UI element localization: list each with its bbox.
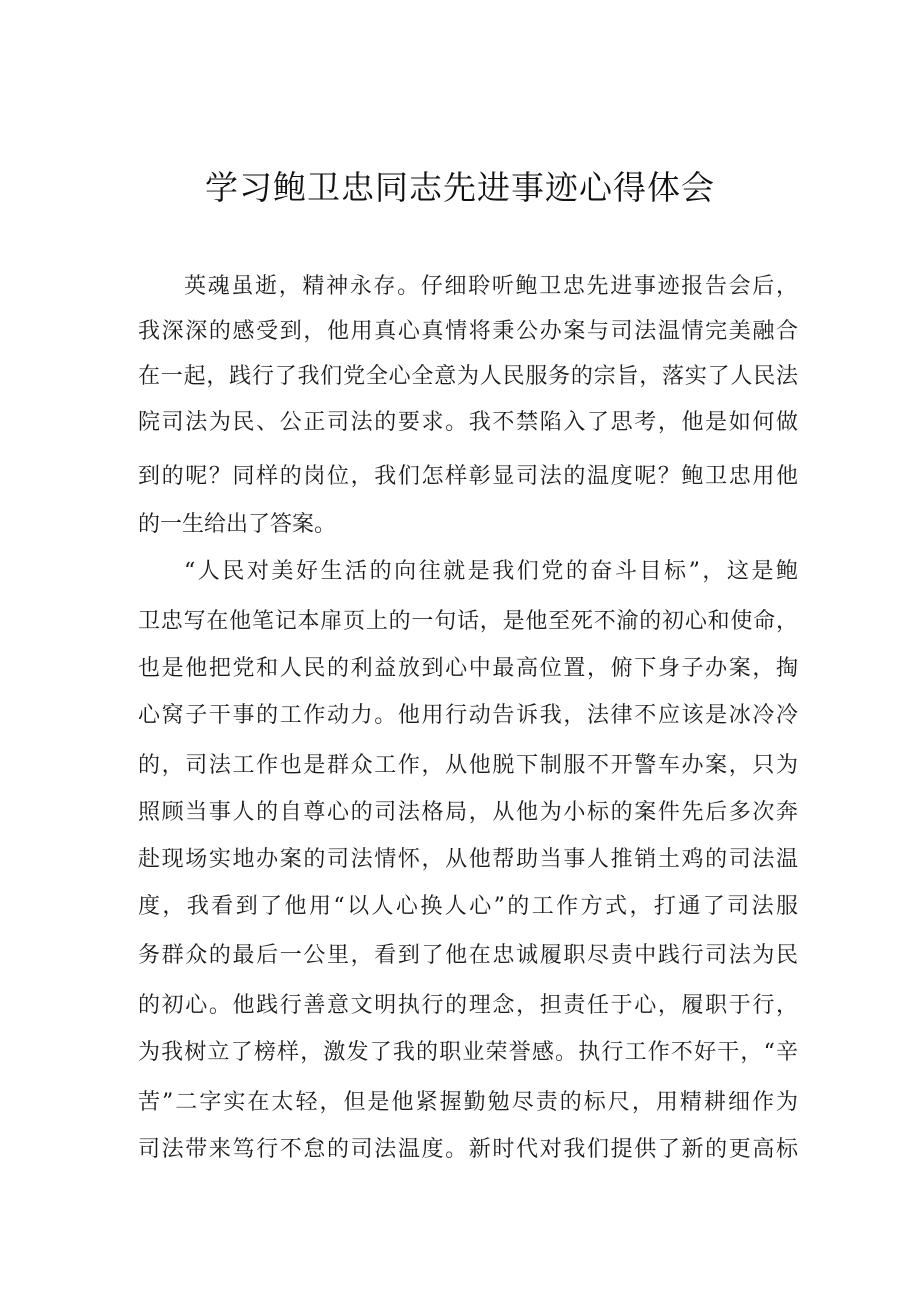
paragraph-2-line-13: 司法带来笃行不怠的司法温度。新时代对我们提供了新的更高标 <box>138 1137 798 1162</box>
paragraph-2-line-6: 照顾当事人的自尊心的司法格局，从他为小标的案件先后多次奔 <box>138 800 798 825</box>
paragraph-1-line-1: 英魂虽逝，精神永存。仔细聆听鲍卫忠先进事迹报告会后， <box>184 274 798 299</box>
paragraph-2-line-7: 赴现场实地办案的司法情怀，从他帮助当事人推销土鸡的司法温 <box>138 847 798 872</box>
paragraph-1-line-5: 到的呢？同样的岗位，我们怎样彰显司法的温度呢？鲍卫忠用他 <box>138 464 798 489</box>
paragraph-2-line-3: 也是他把党和人民的利益放到心中最高位置，俯下身子办案，掏 <box>138 656 798 681</box>
document-title: 学习鲍卫忠同志先进事迹心得体会 <box>205 168 715 207</box>
paragraph-2-line-5: 的，司法工作也是群众工作，从他脱下制服不开警车办案，只为 <box>138 753 798 778</box>
paragraph-2-line-10: 的初心。他践行善意文明执行的理念，担责任于心，履职于行， <box>138 993 798 1018</box>
paragraph-2-line-1: “人民对美好生活的向往就是我们党的奋斗目标”，这是鲍 <box>184 559 798 584</box>
paragraph-2-line-11: 为我树立了榜样，激发了我的职业荣誉感。执行工作不好干，“辛 <box>138 1040 798 1065</box>
paragraph-1-line-4: 院司法为民、公正司法的要求。我不禁陷入了思考，他是如何做 <box>138 410 798 435</box>
paragraph-2-line-4: 心窝子干事的工作动力。他用行动告诉我，法律不应该是冰冷冷 <box>138 703 798 728</box>
paragraph-1-line-6: 的一生给出了答案。 <box>138 512 337 537</box>
paragraph-2-line-8: 度，我看到了他用“以人心换人心”的工作方式，打通了司法服 <box>138 894 798 919</box>
paragraph-1-line-3: 在一起，践行了我们党全心全意为人民服务的宗旨，落实了人民法 <box>138 364 798 389</box>
paragraph-1-line-2: 我深深的感受到，他用真心真情将秉公办案与司法温情完美融合 <box>138 319 798 344</box>
paragraph-2-line-12: 苦”二字实在太轻，但是他紧握勤勉尽责的标尺，用精耕细作为 <box>138 1090 798 1115</box>
paragraph-2-line-2: 卫忠写在他笔记本扉页上的一句话，是他至死不渝的初心和使命， <box>138 609 798 634</box>
paragraph-2-line-9: 务群众的最后一公里，看到了他在忠诚履职尽责中践行司法为民 <box>138 943 798 968</box>
